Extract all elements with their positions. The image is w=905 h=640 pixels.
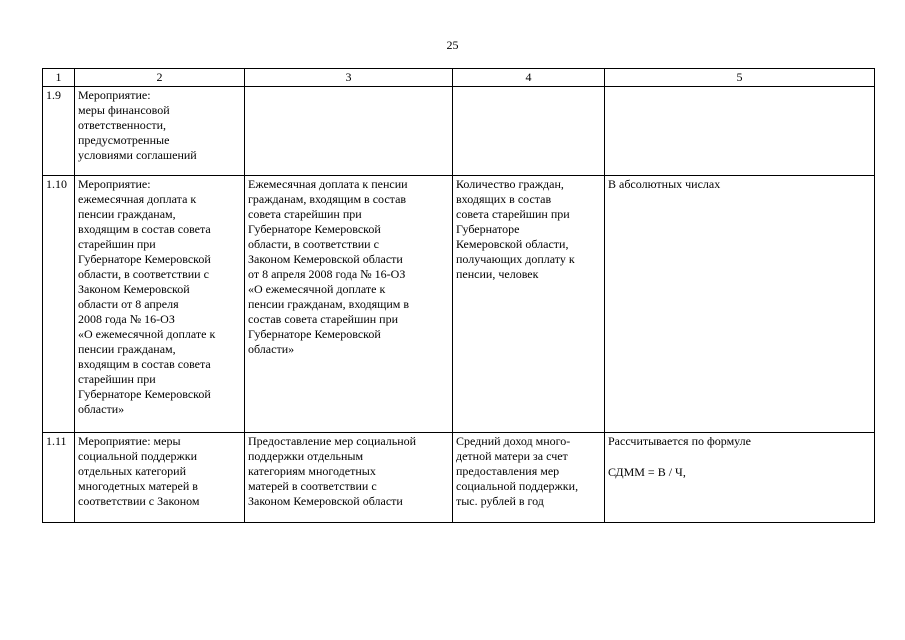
measure-name: Мероприятие: ежемесячная доплата к пенсии гражданам, входящим в состав совета старейшин при Губернаторе Кемеровской области, в соответствии с Законом Кемеровской области от 8 апреля 2008 года № 16-ОЗ «О ежемесячной доплате к пенсии гражданам, входящим в состав совета старейшин при Губернаторе Кемеровской области» <box>75 176 245 433</box>
row-number: 1.9 <box>43 87 75 176</box>
measure-description <box>245 87 453 176</box>
table-row <box>43 176 875 433</box>
header-col-3: 3 <box>245 69 453 87</box>
indicator-name <box>453 87 605 176</box>
table-row <box>43 433 875 523</box>
calculation-method: В абсолютных числах <box>605 176 875 433</box>
header-col-4: 4 <box>453 69 605 87</box>
table-row <box>43 87 875 176</box>
indicator-name: Количество граждан, входящих в состав совета старейшин при Губернаторе Кемеровской области, получающих доплату к пенсии, человек <box>453 176 605 433</box>
calculation-method <box>605 87 875 176</box>
row-number: 1.10 <box>43 176 75 433</box>
header-col-5: 5 <box>605 69 875 87</box>
calculation-method-text: Рассчитывается по формуле <box>608 434 751 448</box>
measure-name: Мероприятие: меры финансовой ответственности, предусмотренные условиями соглашений <box>75 87 245 176</box>
calculation-method <box>605 433 875 523</box>
header-row <box>43 69 875 87</box>
page-number: 25 <box>446 38 459 52</box>
measures-table <box>42 68 875 523</box>
header-col-2: 2 <box>75 69 245 87</box>
formula: СДММ = В / Ч, <box>608 465 686 479</box>
row-number: 1.11 <box>43 433 75 523</box>
measure-name: Мероприятие: меры социальной поддержки отдельных категорий многодетных матерей в соответствии с Законом <box>75 433 245 523</box>
header-col-1: 1 <box>43 69 75 87</box>
measure-description: Предоставление мер социальной поддержки отдельным категориям многодетных матерей в соответствии с Законом Кемеровской области <box>245 433 453 523</box>
indicator-name: Средний доход много- детной матери за счет предоставления мер социальной поддержки, тыс. рублей в год <box>453 433 605 523</box>
measure-description: Ежемесячная доплата к пенсии гражданам, входящим в состав совета старейшин при Губернаторе Кемеровской области, в соответствии с Законом Кемеровской области от 8 апреля 2008 года № 16-ОЗ «О ежемесячной доплате к пенсии гражданам, входящим в состав совета старейшин при Губернаторе Кемеровской области» <box>245 176 453 433</box>
